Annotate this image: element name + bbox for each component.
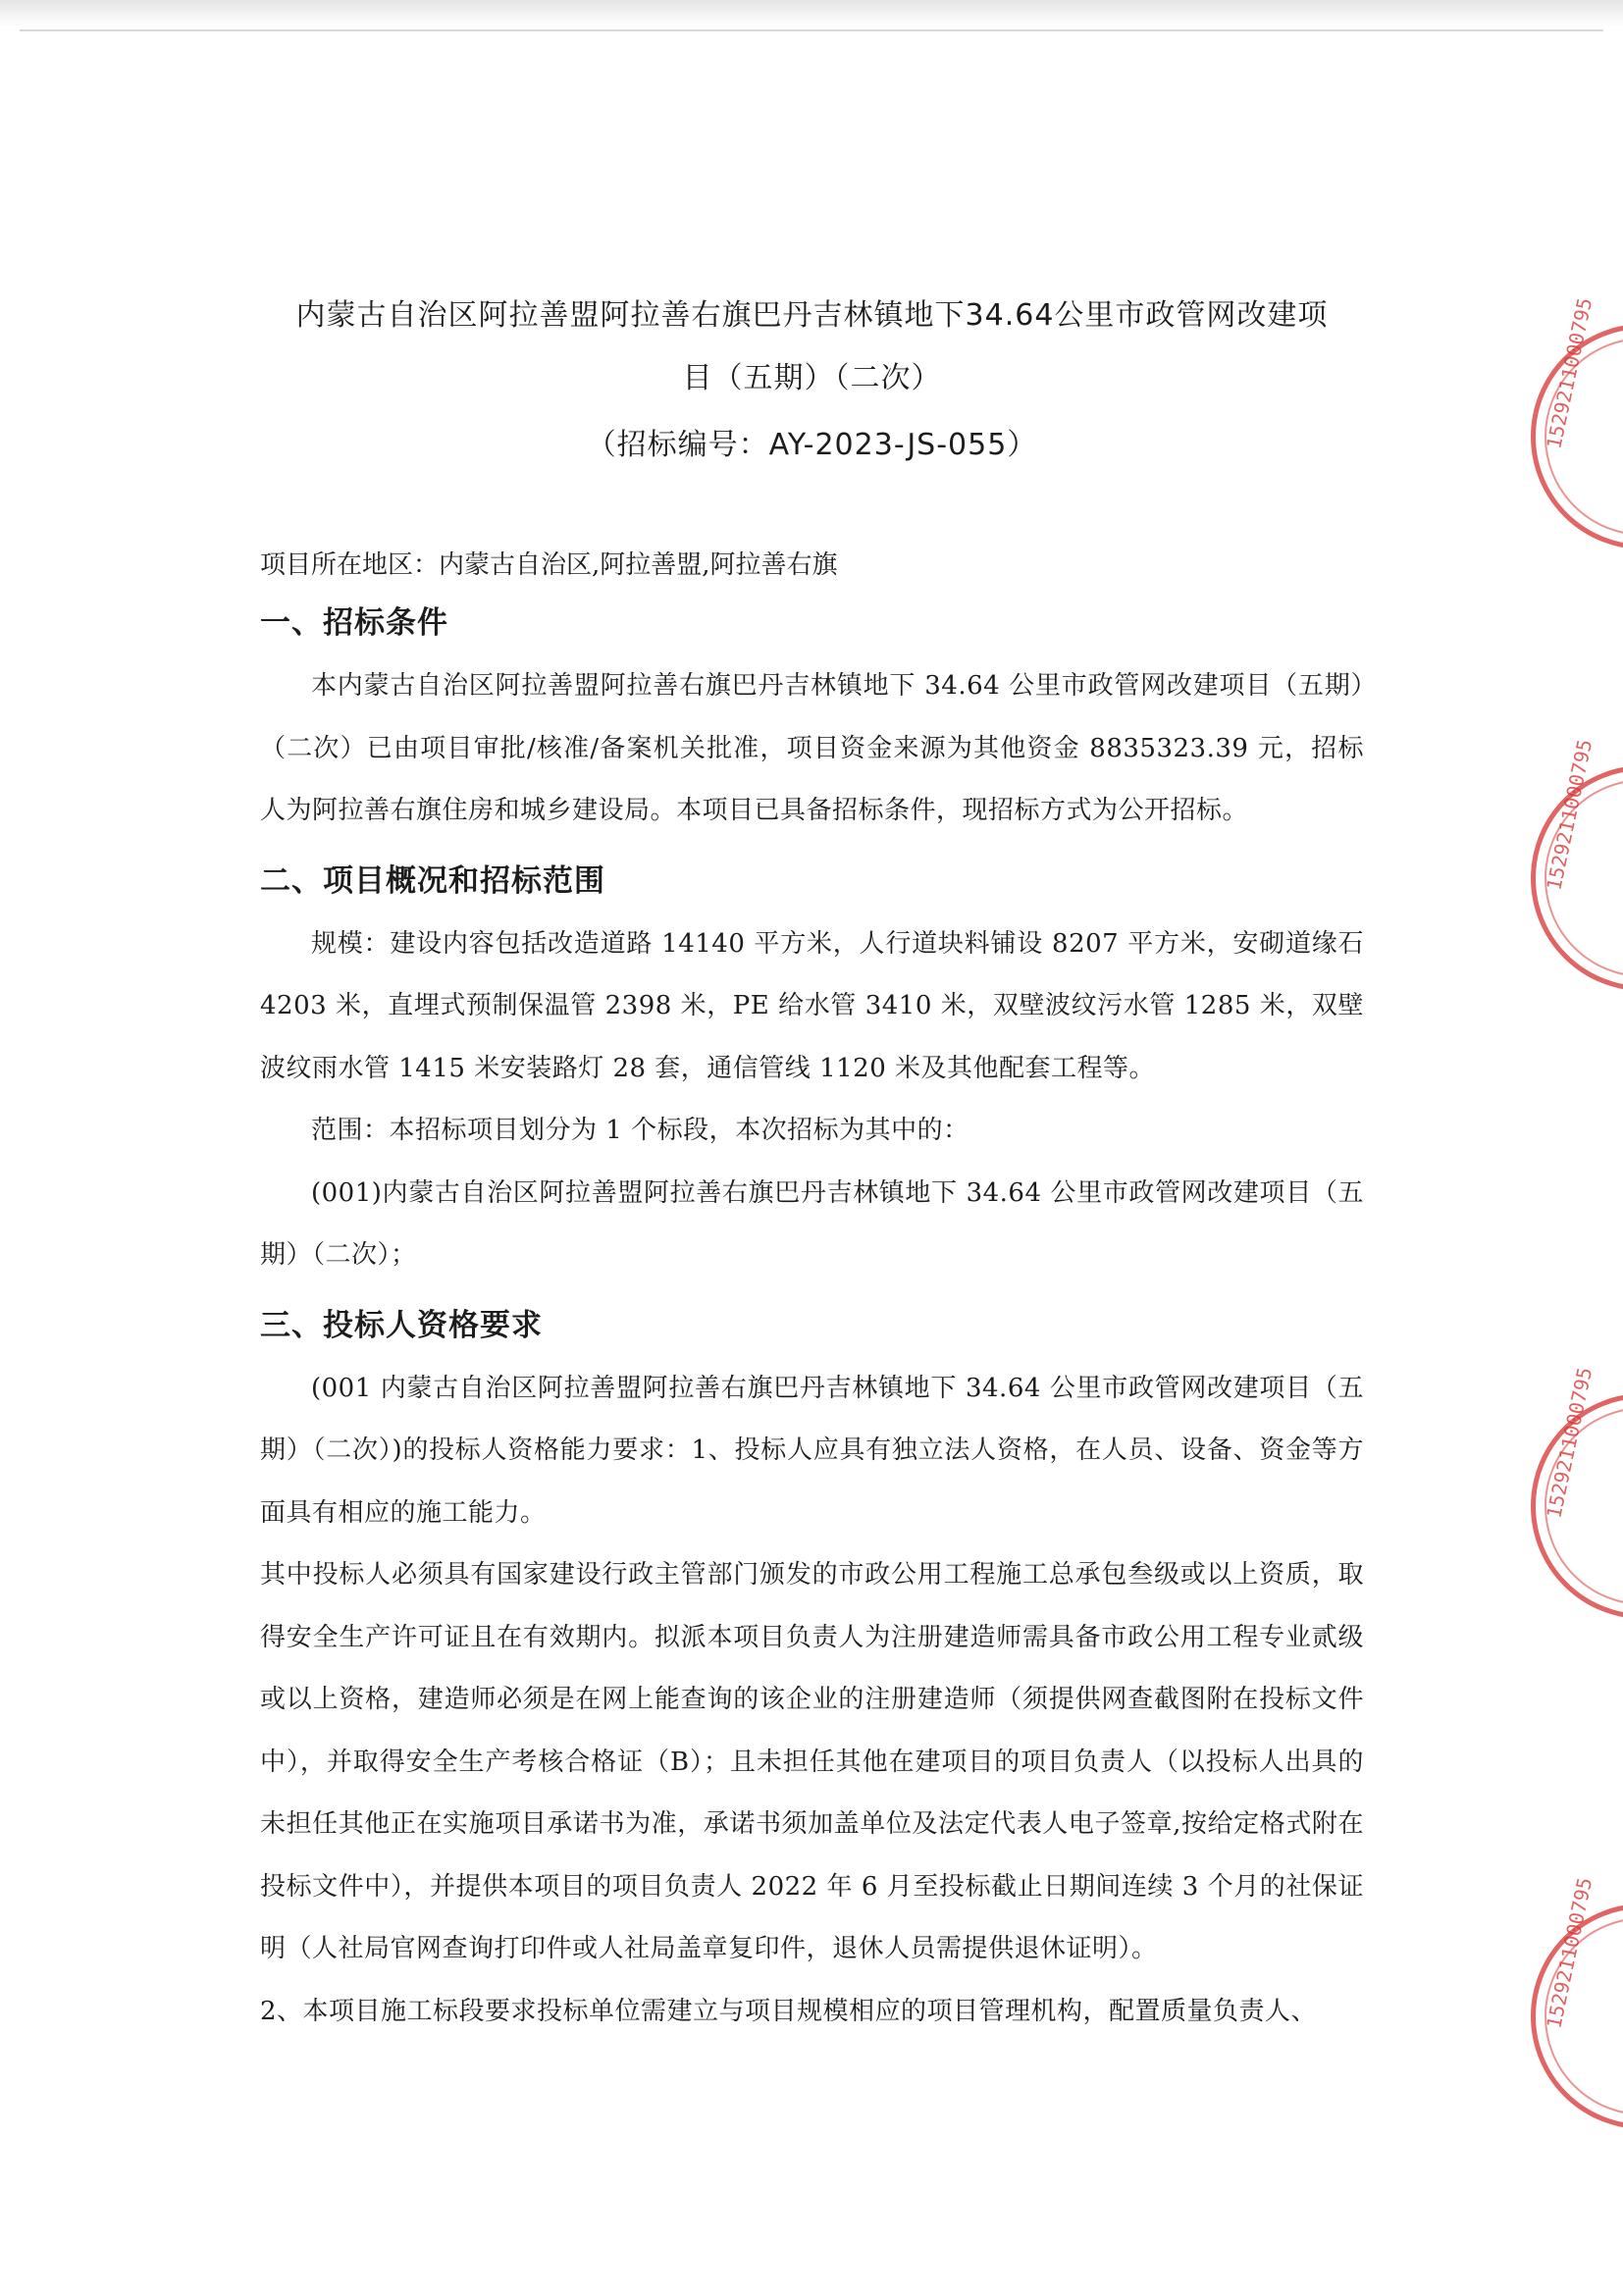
tender-code: （招标编号：AY-2023-JS-055） xyxy=(586,428,1038,462)
seal-number-1: 1529211000795 xyxy=(1542,295,1597,451)
project-scope-paragraph: 范围：本招标项目划分为 1 个标段，本次招标为其中的： xyxy=(311,1116,969,1145)
seal-stamp-3 xyxy=(1531,1365,1623,1619)
document-title xyxy=(260,285,1364,477)
seal-number-4: 1529211000795 xyxy=(1542,1875,1597,2031)
qualification-paragraph-2: 其中投标人必须具有国家建设行政主管部门颁发的市政公用工程施工总承包叁级或以上资质，取得安全生产许可证且在有效期内。拟派本项目负责人为注册建造师需具备市政公用工程专业贰级或以上资格，建造师必须是在网上能查询的该企业的注册建造师（须提供网查截图附在投标文件中），并取得安全生产考核合格证（B）；且未担任其他在建项目的项目负责人（以投标人出具的未担任其他正在实施项目承诺书为准，承诺书须加盖单位及法定代表人电子签章,按给定格式附在投标文件中），并提供本项目的项目负责人 2022 年 6 月至投标截止日期间连续 3 个月的社保证明（人社局官网查询打印件或人社局盖章复印件，退休人员需提供退休证明）。 xyxy=(260,1560,1364,1963)
scan-top-edge xyxy=(0,0,1623,27)
title-line-1: 内蒙古自治区阿拉善盟阿拉善右旗巴丹吉林镇地下34.64公里市政管网改建项 xyxy=(295,298,1329,333)
seal-stamp-2 xyxy=(1531,737,1623,991)
section-heading-tender-conditions: 一、招标条件 xyxy=(260,605,448,641)
seal-stamp-1 xyxy=(1531,295,1623,549)
seal-stamp-4 xyxy=(1531,1875,1623,2129)
seal-number-3: 1529211000795 xyxy=(1542,1365,1597,1521)
section-heading-project-overview: 二、项目概况和招标范围 xyxy=(260,862,605,899)
qualification-paragraph-1: (001 内蒙古自治区阿拉善盟阿拉善右旗巴丹吉林镇地下 34.64 公里市政管网改建项目（五期）（二次）)的投标人资格能力要求：1、投标人应具有独立法人资格，在人员、设备、资金等方面具有相应的施工能力。 xyxy=(260,1373,1364,1528)
section-heading-bidder-qualifications: 三、投标人资格要求 xyxy=(260,1307,543,1343)
title-line-2: 目（五期）（二次） xyxy=(682,361,942,395)
project-scale-paragraph: 规模：建设内容包括改造道路 14140 平方米，人行道块料铺设 8207 平方米，安砌道缘石 4203 米，直埋式预制保温管 2398 米，PE 给水管 3410 米，双壁波纹污水管 1285 米，双壁波纹雨水管 1415 米安装路灯 28 套，通信管线 1120 米及其他配套工程等。 xyxy=(260,928,1364,1083)
tender-conditions-paragraph: 本内蒙古自治区阿拉善盟阿拉善右旗巴丹吉林镇地下 34.64 公里市政管网改建项目（五期）（二次）已由项目审批/核准/备案机关批准，项目资金来源为其他资金 8835323.39 元，招标人为阿拉善右旗住房和城乡建设局。本项目已具备招标条件，现招标方式为公开招标。 xyxy=(260,671,1364,825)
seal-number-2: 1529211000795 xyxy=(1542,737,1597,893)
qualification-paragraph-3: 2、本项目施工标段要求投标单位需建立与项目规模相应的项目管理机构，配置质量负责人、 xyxy=(260,1996,1318,2026)
lot-paragraph: (001)内蒙古自治区阿拉善盟阿拉善右旗巴丹吉林镇地下 34.64 公里市政管网改建项目（五期）（二次）； xyxy=(260,1177,1364,1270)
project-location: 项目所在地区：内蒙古自治区,阿拉善盟,阿拉善右旗 xyxy=(260,550,838,580)
document-page xyxy=(260,285,1364,2043)
scan-line xyxy=(20,29,1603,31)
